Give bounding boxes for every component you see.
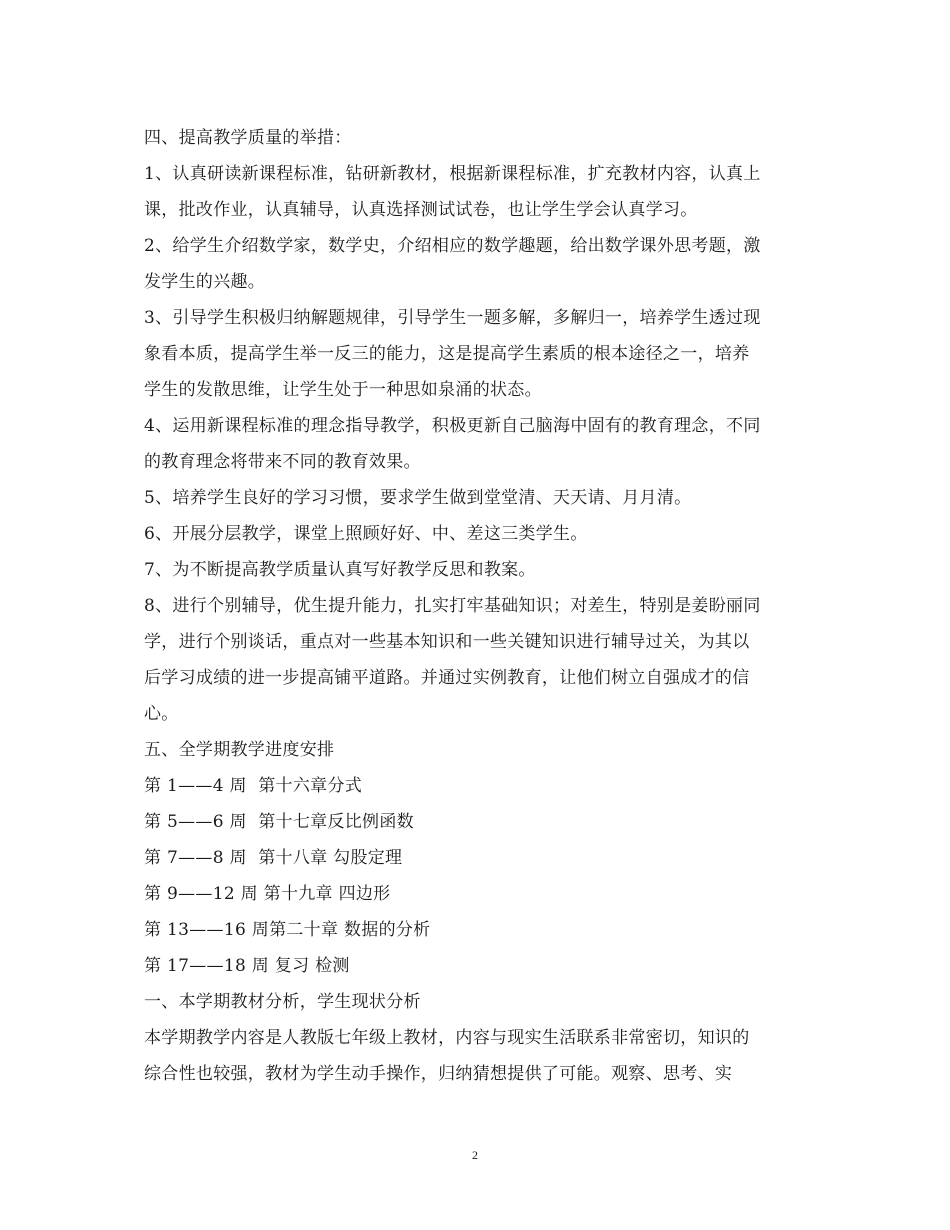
paragraph-line: 3、引导学生积极归纳解题规律，引导学生一题多解，多解归一，培养学生透过现 bbox=[144, 308, 761, 328]
paragraph-line: 2、给学生介绍数学家，数学史，介绍相应的数学趣题，给出数学课外思考题，激 bbox=[144, 236, 761, 256]
paragraph-line: 心。 bbox=[144, 704, 179, 724]
schedule-line: 第 13——16 周第二十章 数据的分析 bbox=[144, 920, 431, 940]
section-heading: 四、提高教学质量的举措： bbox=[144, 128, 352, 148]
paragraph-line: 学生的发散思维，让学生处于一种思如泉涌的状态。 bbox=[144, 380, 542, 400]
paragraph-line: 8、进行个别辅导，优生提升能力，扎实打牢基础知识；对差生，特别是姜盼丽同 bbox=[144, 596, 761, 616]
paragraph-line: 象看本质，提高学生举一反三的能力，这是提高学生素质的根本途径之一，培养 bbox=[144, 344, 750, 364]
schedule-line: 第 5——6 周 第十七章反比例函数 bbox=[144, 812, 414, 832]
paragraph-line: 4、运用新课程标准的理念指导教学，积极更新自己脑海中固有的教育理念，不同 bbox=[144, 416, 761, 436]
schedule-line: 第 1——4 周 第十六章分式 bbox=[144, 776, 363, 796]
schedule-line: 第 7——8 周 第十八章 勾股定理 bbox=[144, 848, 403, 868]
paragraph-line: 发学生的兴趣。 bbox=[144, 272, 266, 292]
paragraph-line: 7、为不断提高教学质量认真写好教学反思和教案。 bbox=[144, 560, 536, 580]
schedule-line: 第 9——12 周 第十九章 四边形 bbox=[144, 884, 391, 904]
page-number: 2 bbox=[472, 1148, 478, 1162]
paragraph-line: 1、认真研读新课程标准，钻研新教材，根据新课程标准，扩充教材内容，认真上 bbox=[144, 164, 761, 184]
schedule-line: 第 17——18 周 复习 检测 bbox=[144, 956, 350, 976]
paragraph-line: 6、开展分层教学，课堂上照顾好好、中、差这三类学生。 bbox=[144, 524, 588, 544]
paragraph-line: 5、培养学生良好的学习习惯，要求学生做到堂堂清、天天请、月月清。 bbox=[144, 488, 692, 508]
document-body bbox=[144, 120, 808, 1092]
paragraph-line: 本学期教学内容是人教版七年级上教材，内容与现实生活联系非常密切，知识的 bbox=[144, 1028, 750, 1048]
paragraph-line: 课，批改作业，认真辅导，认真选择测试试卷，也让学生学会认真学习。 bbox=[144, 200, 698, 220]
paragraph-line: 学，进行个别谈话，重点对一些基本知识和一些关键知识进行辅导过关，为其以 bbox=[144, 632, 750, 652]
paragraph-line: 的教育理念将带来不同的教育效果。 bbox=[144, 452, 421, 472]
paragraph-line: 综合性也较强，教材为学生动手操作，归纳猜想提供了可能。观察、思考、实 bbox=[144, 1064, 733, 1084]
section-heading: 一、本学期教材分析，学生现状分析 bbox=[144, 992, 421, 1012]
paragraph-line: 后学习成绩的进一步提高铺平道路。并通过实例教育，让他们树立自强成才的信 bbox=[144, 668, 750, 688]
section-heading: 五、全学期教学进度安排 bbox=[144, 740, 335, 760]
